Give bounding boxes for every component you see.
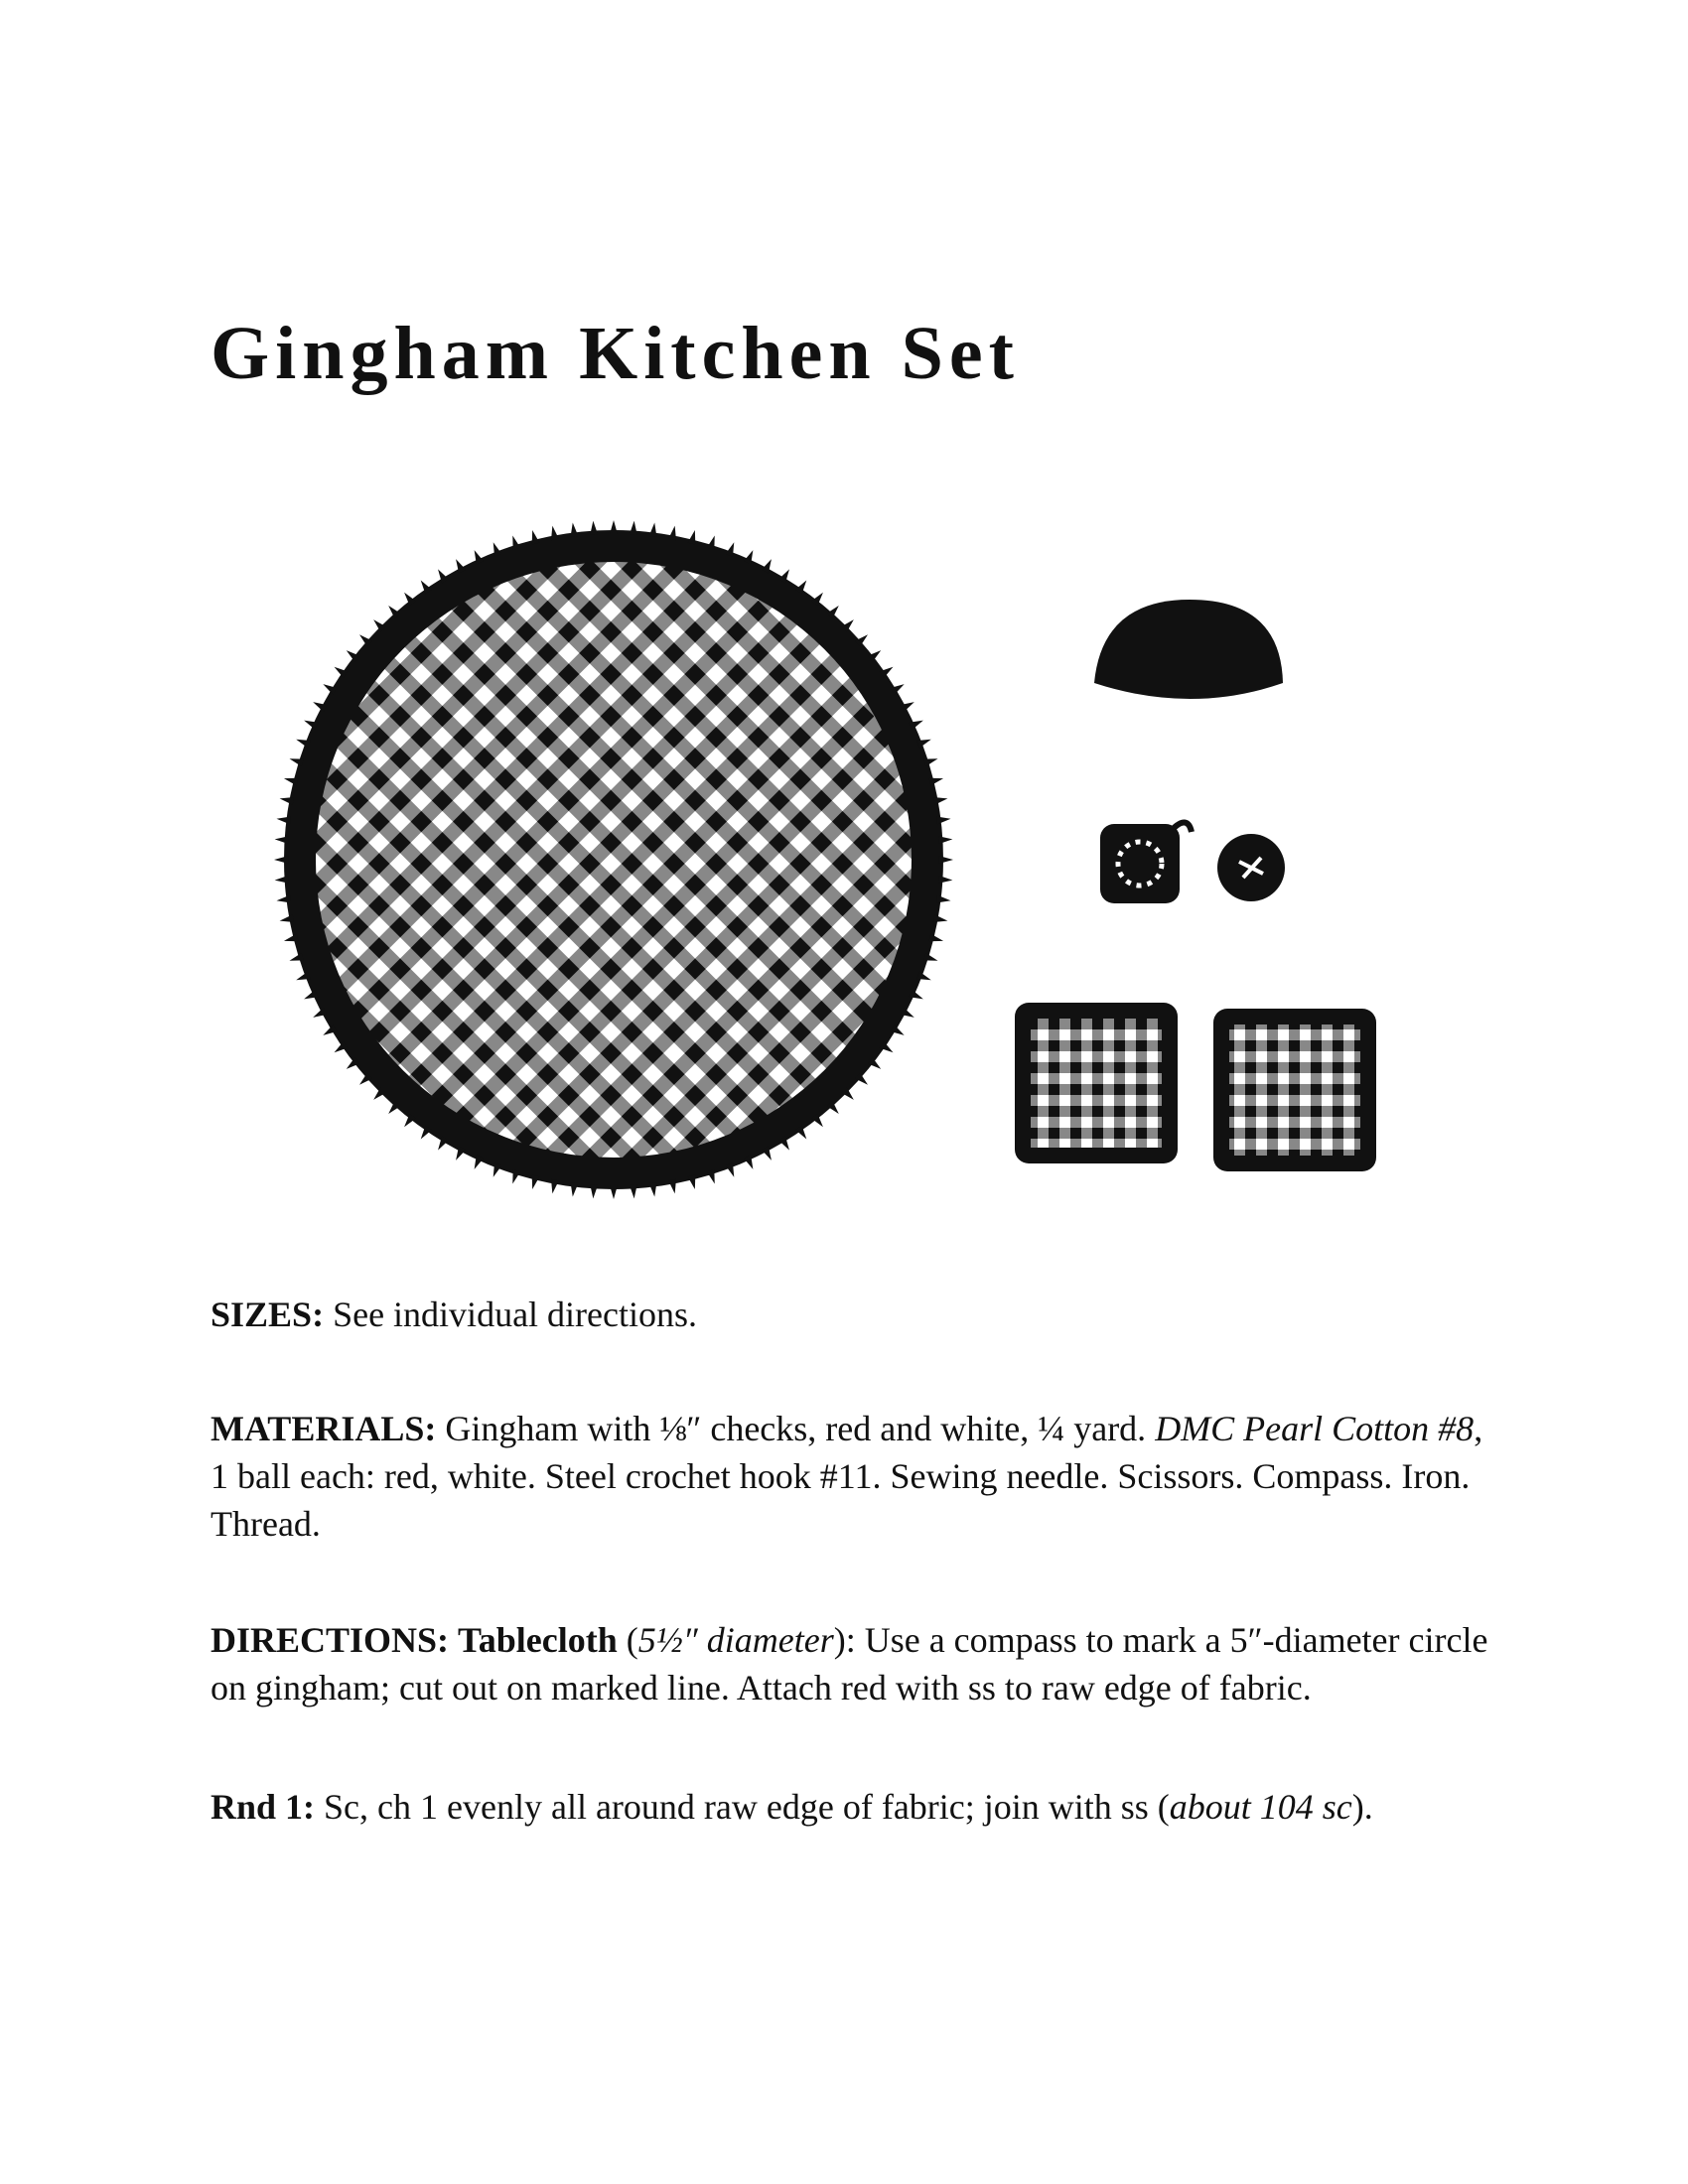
materials-paragraph	[211, 1405, 1501, 1548]
materials-text-2: checks, red and white, ¼ yard.	[701, 1409, 1156, 1448]
bread-basket-image	[1094, 600, 1283, 699]
sizes-label: SIZES:	[211, 1295, 325, 1334]
materials-text-3: , 1 ball each: red, white. Steel crochet hook #11. Sewing needle. Scissors. Compass. Iron. Thread.	[211, 1409, 1483, 1544]
sizes-text: See individual directions.	[324, 1295, 698, 1334]
round-1-count: about 104 sc	[1169, 1787, 1352, 1827]
round-1-close: ).	[1351, 1787, 1373, 1827]
round-1-text: Sc, ch 1 evenly all around raw edge of fabric; join with ss (	[315, 1787, 1170, 1827]
directions-item: Tablecloth	[458, 1620, 618, 1660]
kitchen-set-illustration	[0, 516, 1688, 1211]
trivet-image	[1100, 822, 1192, 903]
materials-label: MATERIALS:	[211, 1409, 437, 1448]
directions-size: 5½″ diameter	[637, 1620, 834, 1660]
sizes-paragraph	[211, 1291, 1501, 1338]
round-1-label: Rnd 1:	[211, 1787, 316, 1827]
tablecloth-image	[274, 520, 953, 1199]
materials-text-1: Gingham with	[436, 1409, 660, 1448]
potholder-right-image	[1213, 1009, 1376, 1171]
directions-paragraph	[211, 1616, 1501, 1711]
coaster-image	[1217, 834, 1285, 901]
thread-brand: DMC Pearl Cotton #8	[1155, 1409, 1475, 1448]
round-1-paragraph	[211, 1783, 1501, 1831]
directions-label: DIRECTIONS:	[211, 1620, 450, 1660]
potholder-left-image	[1015, 1003, 1178, 1163]
page-title: Gingham Kitchen Set	[211, 312, 1020, 395]
directions-text: ): Use a compass to mark a 5″-diameter circle on gingham; cut out on marked line. Attach red with ss to raw edge of fabric.	[211, 1620, 1488, 1707]
directions-open-paren: (	[617, 1620, 638, 1660]
check-size-fraction: ⅛″	[659, 1409, 702, 1448]
